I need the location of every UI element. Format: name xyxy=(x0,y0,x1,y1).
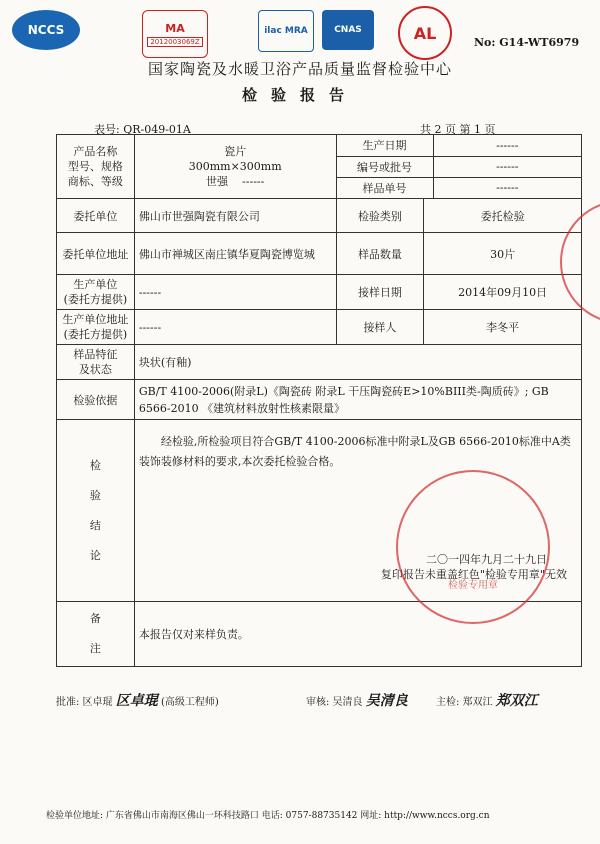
producer-address-label: 生产单位地址 (委托方提供) xyxy=(57,310,135,345)
basis-value: GB/T 4100-2006(附录L)《陶瓷砖 附录L 干压陶瓷砖E>10%BIII类-陶质砖》; GB 6566-2010 《建筑材料放射性核素限量》 xyxy=(134,380,581,420)
receiver-value: 李冬平 xyxy=(424,310,582,345)
client-value: 佛山市世强陶瓷有限公司 xyxy=(134,199,336,233)
cma-logo: MA 2012003069Z xyxy=(142,10,208,58)
test-type-value: 委托检验 xyxy=(424,199,582,233)
quantity-value: 30片 xyxy=(424,233,582,275)
conclusion-value: 经检验,所检验项目符合GB/T 4100-2006标准中附录L及GB 6566-2010标准中A类装饰装修材料的要求,本次委托检验合格。 二〇一四年九月二十九日 复印报告未重盖红色"检验专用章"无效 xyxy=(134,420,581,602)
page-info: 共 2 页 第 1 页 xyxy=(420,123,496,136)
receive-date-value: 2014年09月10日 xyxy=(424,275,582,310)
product-labels: 产品名称 型号、规格 商标、等级 xyxy=(57,135,135,199)
reviewer-signature: 吴清良 xyxy=(365,693,408,709)
reviewer: 审核: 吴清良 吴清良 xyxy=(306,693,408,709)
producer-value: ------ xyxy=(134,275,336,310)
client-label: 委托单位 xyxy=(57,199,135,233)
cnas-logo: CNAS xyxy=(322,10,374,50)
document-number: No: G14-WT6979 xyxy=(474,36,580,49)
center-title: 国家陶瓷及水暖卫浴产品质量监督检验中心 xyxy=(147,60,452,78)
report-table: 产品名称 型号、规格 商标、等级 瓷片 300mm×300mm 世强 ------ 生产日期 ------ 编号或批号 ------ 样品单号 ------ 委托单位 佛山市世强陶瓷有限公司 检验类别 委托检验 委托单位地址 佛山市禅城区南庄镇华夏陶瓷博览城 样品数量 30片 生产单位 (委托方提供) ------ 接样日期 2014年09月10日 生产单位地址 (委托方提供) ------ 接样人 李冬平 样品特征 及状态 块状(有釉) 检验依据 GB/T 4100-2006(附录L)《陶瓷砖 附录L 干压陶瓷砖E>10%BIII类-陶质砖》; GB 6566-2010 《建筑材料放射性核素限量》 检 验 结 论 经检验,所检验项目符合GB/T 4100-2006标准中附录L及GB 6566-2010标准中A类装饰装修材料的要求,本次委托检验合格。 二〇一四年九月二十九日 复印报告未重盖红色"检验专用章"无效 备 注 本报告仅对来样负责。 xyxy=(56,134,582,667)
nccs-logo: NCCS xyxy=(12,10,80,50)
form-number: 表号: QR-049-01A xyxy=(94,123,191,136)
inspector-signature: 郑双江 xyxy=(495,693,538,709)
receive-date-label: 接样日期 xyxy=(336,275,424,310)
footer-address: 检验单位地址: 广东省佛山市南海区佛山一环科技路口 电话: 0757-88735142 网址: http://www.nccs.org.cn xyxy=(46,811,490,821)
sample-feature-value: 块状(有釉) xyxy=(134,345,581,380)
basis-label: 检验依据 xyxy=(57,380,135,420)
quantity-label: 样品数量 xyxy=(336,233,424,275)
remark-label: 备 注 xyxy=(57,602,135,667)
cal-logo: AL xyxy=(398,6,452,60)
report-title: 检验报告 xyxy=(241,86,358,104)
inspection-stamp: 检验专用章 xyxy=(396,470,550,624)
approver-signature: 区卓琨 xyxy=(115,693,158,709)
inspector: 主检: 郑双江 郑双江 xyxy=(436,693,538,709)
remark-value: 本报告仅对来样负责。 xyxy=(134,602,581,667)
producer-address-value: ------ xyxy=(134,310,336,345)
test-type-label: 检验类别 xyxy=(336,199,424,233)
client-address-value: 佛山市禅城区南庄镇华夏陶瓷博览城 xyxy=(134,233,336,275)
producer-label: 生产单位 (委托方提供) xyxy=(57,275,135,310)
ilac-mra-logo: ilac MRA xyxy=(258,10,314,52)
receiver-label: 接样人 xyxy=(336,310,424,345)
product-values: 瓷片 300mm×300mm 世强 ------ xyxy=(134,135,336,199)
conclusion-label: 检 验 结 论 xyxy=(57,420,135,602)
client-address-label: 委托单位地址 xyxy=(57,233,135,275)
sample-feature-label: 样品特征 及状态 xyxy=(57,345,135,380)
approver: 批准: 区卓琨 区卓琨 (高级工程师) xyxy=(56,693,219,709)
